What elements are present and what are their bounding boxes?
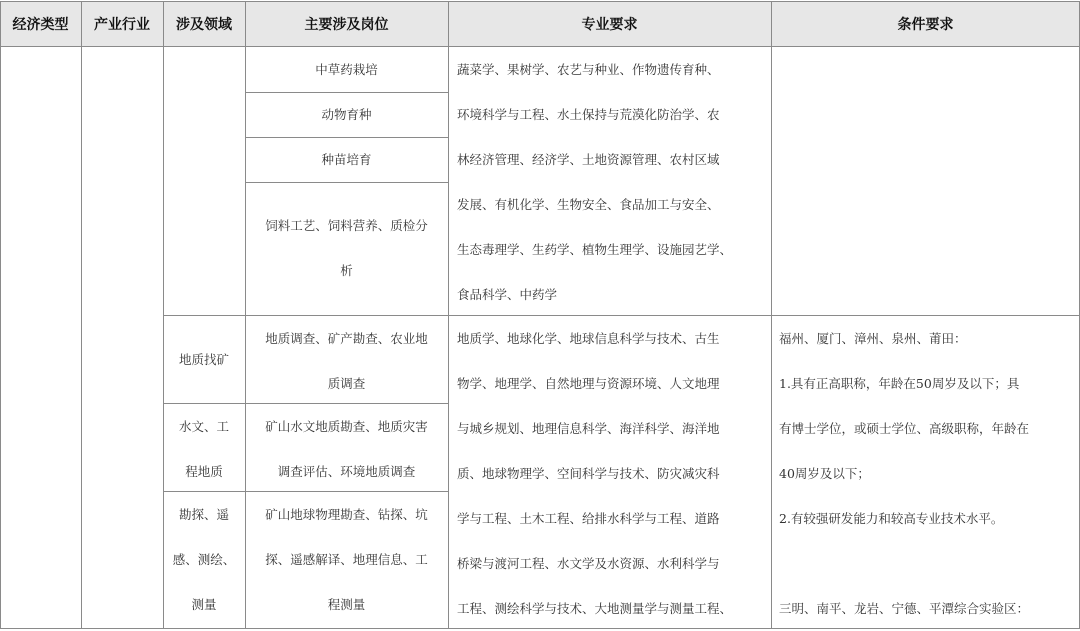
- post-line: 析: [340, 263, 353, 278]
- header-main-posts: 主要涉及岗位: [304, 17, 389, 33]
- conditions-cell: [779, 316, 1077, 631]
- conditions-line: 1.具有正高职称，年龄在50周岁及以下；具: [779, 376, 1020, 391]
- majors-line: 桥梁与渡河工程、水文学及水资源、水利科学与: [457, 556, 720, 571]
- conditions-line: 2.有较强研发能力和较高专业技术水平。: [779, 511, 1004, 526]
- majors-line: 地质学、地球化学、地球信息科学与技术、古生: [457, 331, 720, 346]
- field-line: 程地质: [185, 464, 223, 479]
- post-line: 种苗培育: [321, 152, 372, 167]
- rule: [771, 1, 772, 629]
- field-cell: [163, 337, 245, 382]
- majors-cell: [457, 47, 769, 317]
- majors-line: 学与工程、土木工程、给排水科学与工程、道路: [457, 511, 720, 526]
- post-line: 程测量: [327, 597, 366, 612]
- majors-line: 林经济管理、经济学、土地资源管理、农村区域: [457, 152, 720, 167]
- post-line: 矿山水文地质勘查、地质灾害: [265, 419, 428, 434]
- majors-line: 蔬菜学、果树学、农艺与种业、作物遗传育种、: [457, 62, 720, 77]
- post-line: 中草药栽培: [315, 62, 378, 77]
- conditions-line: 有博士学位，或硕士学位、高级职称，年龄在: [779, 421, 1030, 436]
- majors-line: 物学、地理学、自然地理与资源环境、人文地理: [457, 376, 720, 391]
- majors-line: 工程、测绘科学与技术、大地测量学与测量工程、: [457, 601, 733, 616]
- rule-top: [0, 1, 1080, 2]
- conditions-line: 40周岁及以下；: [779, 466, 870, 481]
- header-field: 涉及领域: [176, 17, 232, 33]
- post-line: 地质调查、矿产勘查、农业地: [265, 331, 428, 346]
- field-line: 地质找矿: [178, 352, 229, 367]
- post-cell: [245, 92, 448, 137]
- header-industry: 产业行业: [94, 17, 150, 33]
- header-major-requirements: 专业要求: [581, 17, 638, 33]
- post-line: 饲料工艺、饲料营养、质检分: [265, 218, 428, 233]
- majors-cell: [457, 316, 769, 631]
- rule: [448, 1, 449, 629]
- post-line: 动物育种: [321, 107, 372, 122]
- post-line: 矿山地球物理勘查、钻探、坑: [265, 507, 428, 522]
- field-cell: [163, 492, 245, 627]
- post-line: 调查评估、环境地质调查: [277, 464, 416, 479]
- rule: [245, 182, 448, 183]
- majors-line: 与城乡规划、地理信息科学、海洋科学、海洋地: [457, 421, 720, 436]
- post-line: 质调查: [327, 376, 366, 391]
- post-cell: [245, 404, 448, 494]
- post-cell: [245, 47, 448, 92]
- post-line: 探、遥感解译、地理信息、工: [265, 552, 428, 567]
- majors-line: 食品科学、中药学: [457, 287, 558, 302]
- field-line: 感、测绘、: [172, 552, 236, 567]
- majors-line: 质、地球物理学、空间科学与技术、防灾减灾科: [457, 466, 720, 481]
- post-cell: [245, 137, 448, 182]
- rule: [0, 1, 1, 629]
- conditions-line: 三明、南平、龙岩、宁德、平潭综合实验区：: [779, 601, 1030, 616]
- conditions-line: 福州、厦门、漳州、泉州、莆田：: [779, 331, 967, 346]
- field-line: 水文、工: [178, 419, 229, 434]
- majors-line: 环境科学与工程、水土保持与荒漠化防治学、农: [457, 107, 720, 122]
- rule: [81, 1, 82, 629]
- header-condition-requirements: 条件要求: [897, 17, 954, 33]
- post-cell: [245, 203, 448, 293]
- majors-line: 生态毒理学、生药学、植物生理学、设施园艺学、: [457, 242, 733, 257]
- post-cell: [245, 492, 448, 627]
- field-cell: [163, 404, 245, 494]
- field-line: 测量: [191, 597, 217, 612]
- header-economic-type: 经济类型: [12, 17, 69, 33]
- post-cell: [245, 316, 448, 406]
- field-line: 勘探、遥: [178, 507, 229, 522]
- majors-line: 发展、有机化学、生物安全、食品加工与安全、: [457, 197, 720, 212]
- conditions-line: [779, 541, 1077, 586]
